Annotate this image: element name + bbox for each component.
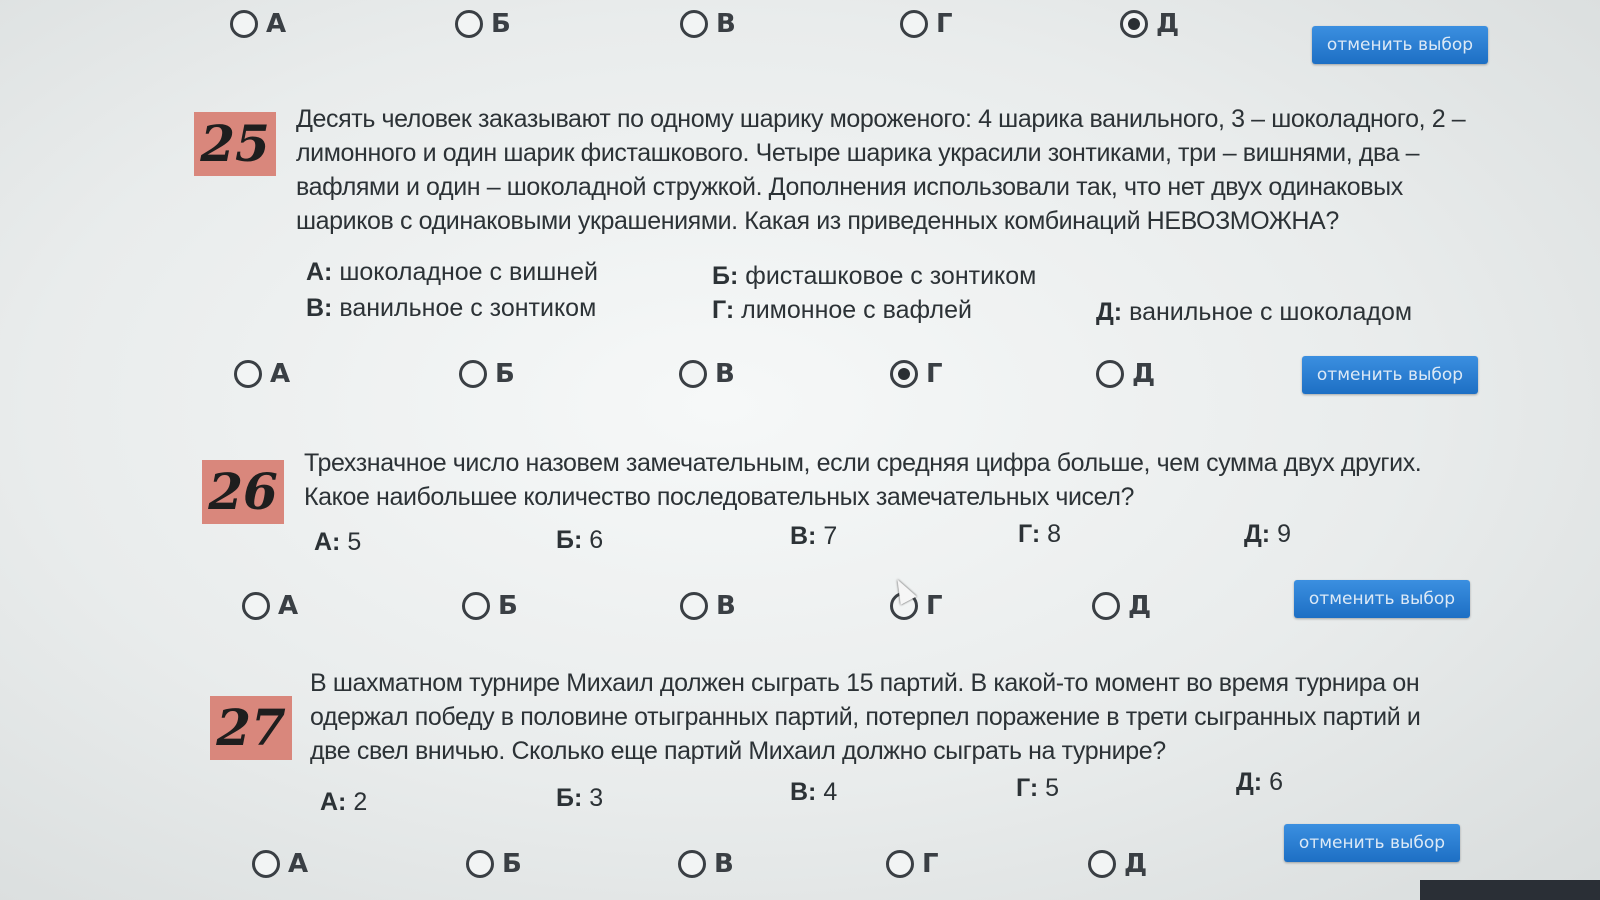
q24-option-a[interactable]: [230, 2, 286, 46]
q26-option-v-label: В: [716, 591, 736, 621]
q26-option-v[interactable]: [680, 584, 736, 628]
q24-option-b[interactable]: [455, 2, 511, 46]
q27-clear-button[interactable]: отменить выбор: [1284, 824, 1460, 862]
q27-option-a[interactable]: [252, 842, 308, 886]
q26-question-text: Трехзначное число назовем замечательным, если средняя цифра больше, чем сумма двух других. Какое наибольшее количество последовательных замечательных чисел?: [304, 449, 1422, 511]
q24-radio-a[interactable]: [230, 10, 258, 38]
q26-option-a[interactable]: [242, 584, 298, 628]
q25-question-text: Десять человек заказывают по одному шарику мороженого: 4 шарика ванильного, 3 – шоколадного, 2 – лимонного и один шарик фисташкового. Четыре шарика украсили зонтиками, три – вишнями, два – вафлями и один – шоколадной стружкой. Дополнения использовали так, что нет двух одинаковых шариков с одинаковыми украшениями. Какая из приведенных комбинаций НЕВОЗМОЖНА?: [296, 105, 1466, 235]
q25-radio-v[interactable]: [679, 360, 707, 388]
q26-radio-a[interactable]: [242, 592, 270, 620]
q27-option-v[interactable]: [678, 842, 734, 886]
q27-radio-v[interactable]: [678, 850, 706, 878]
q24-option-b-label: Б: [491, 9, 511, 39]
q26-radio-d[interactable]: [1092, 592, 1120, 620]
q25-option-d-label: Д: [1132, 359, 1156, 389]
q26-option-b-label: Б: [498, 591, 518, 621]
q27-radio-a[interactable]: [252, 850, 280, 878]
q25-option-a[interactable]: [234, 352, 290, 396]
q26-option-b[interactable]: [462, 584, 518, 628]
q26-option-d[interactable]: [1092, 584, 1151, 628]
q24-option-g[interactable]: [900, 2, 953, 46]
q27-option-v-label: В: [714, 849, 734, 879]
q26-clear-button[interactable]: отменить выбор: [1294, 580, 1470, 618]
q24-radio-v[interactable]: [680, 10, 708, 38]
q26-option-g-label: Г: [926, 591, 943, 621]
q27-option-a-label: А: [288, 849, 309, 879]
q24-radio-g[interactable]: [900, 10, 928, 38]
q24-option-a-label: А: [266, 9, 287, 39]
q25-answer-d: Д: ванильное с шоколадом: [1096, 298, 1413, 326]
q27-option-g[interactable]: [886, 842, 939, 886]
q24-option-g-label: Г: [936, 9, 953, 39]
taskbar: [1420, 880, 1600, 900]
q26-answer-b: Б: 6: [556, 526, 604, 554]
q24-radio-d[interactable]: [1120, 10, 1148, 38]
q25-option-b[interactable]: [459, 352, 515, 396]
q24-option-d-label: Д: [1156, 9, 1180, 39]
q24-option-v-label: В: [716, 9, 736, 39]
q25-radio-a[interactable]: [234, 360, 262, 388]
q24-radio-b[interactable]: [455, 10, 483, 38]
q26-answer-v: В: 7: [790, 522, 838, 550]
q25-radio-g[interactable]: [890, 360, 918, 388]
q25-option-a-label: А: [270, 359, 291, 389]
q27-answer-d: Д: 6: [1236, 768, 1283, 796]
q25-radio-d[interactable]: [1096, 360, 1124, 388]
q26-option-d-label: Д: [1128, 591, 1152, 621]
q27-radio-g[interactable]: [886, 850, 914, 878]
q26-number-badge: 26: [202, 460, 284, 524]
q27-answer-b: Б: 3: [556, 784, 604, 812]
q27-radio-b[interactable]: [466, 850, 494, 878]
q25-option-v[interactable]: [679, 352, 735, 396]
q26-answer-d: Д: 9: [1244, 520, 1291, 548]
q26-radio-b[interactable]: [462, 592, 490, 620]
q24-option-v[interactable]: [680, 2, 736, 46]
q25-answer-b: Б: фисташковое с зонтиком: [712, 262, 1037, 290]
q25-option-g-label: Г: [926, 359, 943, 389]
q25-option-d[interactable]: [1096, 352, 1155, 396]
q27-answer-v: В: 4: [790, 778, 838, 806]
q24-clear-button[interactable]: отменить выбор: [1312, 26, 1488, 64]
q25-number-badge: 25: [194, 112, 276, 176]
q25-answer-v: В: ванильное с зонтиком: [306, 294, 597, 322]
q25-option-v-label: В: [715, 359, 735, 389]
q27-option-d-label: Д: [1124, 849, 1148, 879]
q26-radio-v[interactable]: [680, 592, 708, 620]
q25-answer-a: А: шоколадное с вишней: [306, 258, 598, 286]
q27-option-b-label: Б: [502, 849, 522, 879]
q26-option-a-label: А: [278, 591, 299, 621]
q25-option-b-label: Б: [495, 359, 515, 389]
q25-radio-b[interactable]: [459, 360, 487, 388]
q25-option-g[interactable]: [890, 352, 943, 396]
q27-question-text: В шахматном турнире Михаил должен сыграть 15 партий. В какой-то момент во время турнира он одержал победу в половине отыгранных партий, потерпел поражение в трети сыгранных партий и две свел вничью. Сколько еще партий Михаил должно сыграть на турнире?: [310, 669, 1421, 765]
q27-number-badge: 27: [210, 696, 292, 760]
q26-answer-a: А: 5: [314, 528, 362, 556]
q27-answer-g: Г: 5: [1016, 774, 1060, 802]
q27-option-d[interactable]: [1088, 842, 1147, 886]
q24-option-d[interactable]: [1120, 2, 1179, 46]
q25-clear-button[interactable]: отменить выбор: [1302, 356, 1478, 394]
q27-radio-d[interactable]: [1088, 850, 1116, 878]
q27-option-g-label: Г: [922, 849, 939, 879]
q27-answer-a: А: 2: [320, 788, 368, 816]
q27-option-b[interactable]: [466, 842, 522, 886]
q25-answer-g: Г: лимонное с вафлей: [712, 296, 972, 324]
q26-answer-g: Г: 8: [1018, 520, 1062, 548]
